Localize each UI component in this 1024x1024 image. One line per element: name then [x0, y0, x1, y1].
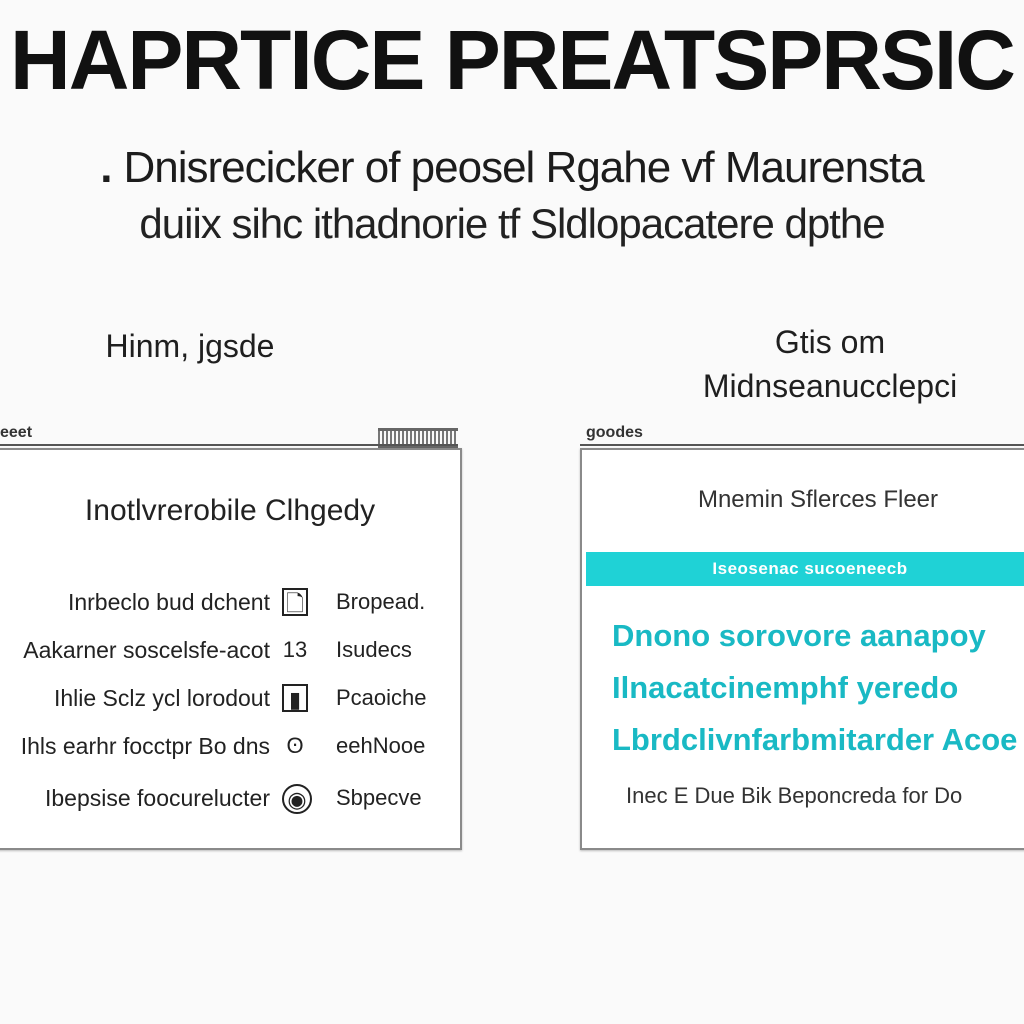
list-item[interactable] [0, 726, 460, 766]
subtitle-line-1 [0, 140, 1024, 196]
row-label: Inrbeclo bud dchent [67, 589, 270, 615]
list-item[interactable] [0, 678, 460, 718]
subtitle-line-2: duiix sihc ithadnorie tf Sldlopacatere dpthe [139, 200, 885, 247]
subtitle-line-1-text: Dnisrecicker of peosel Rgahe vf Maurensta [123, 143, 924, 192]
right-panel-title: Mnemin Sflerces Fleer [697, 486, 939, 513]
row-value: Bropead. [336, 589, 426, 614]
left-panel [0, 448, 462, 850]
row-label: Ihls earhr focctpr Bo dns [20, 733, 270, 759]
left-panel-title: Inotlvrerobile Clhgedy [84, 494, 376, 527]
document-icon[interactable]: 🗋 [282, 588, 308, 616]
page-title: HAPRTICE PREATSPRSIC [10, 13, 1014, 107]
left-window-label: eeet [0, 424, 33, 441]
right-panel-footer: Inec E Due Bik Beponcreda for Do [626, 783, 963, 808]
right-section-subheading: Midnseanucclepci [702, 368, 958, 404]
highlight-text-line: Dnono sorovore aanapoy [612, 618, 986, 653]
row-value: Pcaoiche [336, 685, 427, 710]
right-section-heading: Gtis om [774, 324, 886, 360]
checkbox-icon[interactable]: ▮ [282, 684, 308, 712]
right-panel [580, 448, 1024, 850]
highlight-bar[interactable]: Iseosenac sucoeneecb [586, 552, 1024, 586]
row-label: Aakarner soscelsfe-acot [23, 637, 270, 663]
row-value: Sbpecve [336, 785, 422, 810]
right-window-titlebar [580, 444, 1024, 446]
row-value: Isudecs [336, 637, 412, 662]
left-window-titlebar [0, 444, 458, 446]
target-icon[interactable]: ◉ [282, 784, 312, 814]
bullet-icon: . [100, 143, 112, 192]
highlight-text-line: Ilnacatcinemphf yeredo [612, 670, 959, 705]
right-window-label: goodes [586, 424, 643, 441]
calendar-icon[interactable]: 13 [282, 637, 308, 662]
row-label: Ihlie Sclz ycl lorodout [53, 685, 270, 711]
left-section-heading: Hinm, jgsde [105, 328, 275, 364]
row-label: Ibepsise foocurelucter [44, 785, 270, 811]
highlight-text-line: Lbrdclivnfarbmitarder Acoe [612, 722, 1018, 757]
row-value: eehNooe [336, 733, 426, 758]
list-item[interactable] [0, 630, 460, 670]
list-item[interactable] [0, 778, 460, 818]
list-item[interactable] [0, 582, 460, 622]
user-icon[interactable]: ʘ [286, 733, 304, 758]
